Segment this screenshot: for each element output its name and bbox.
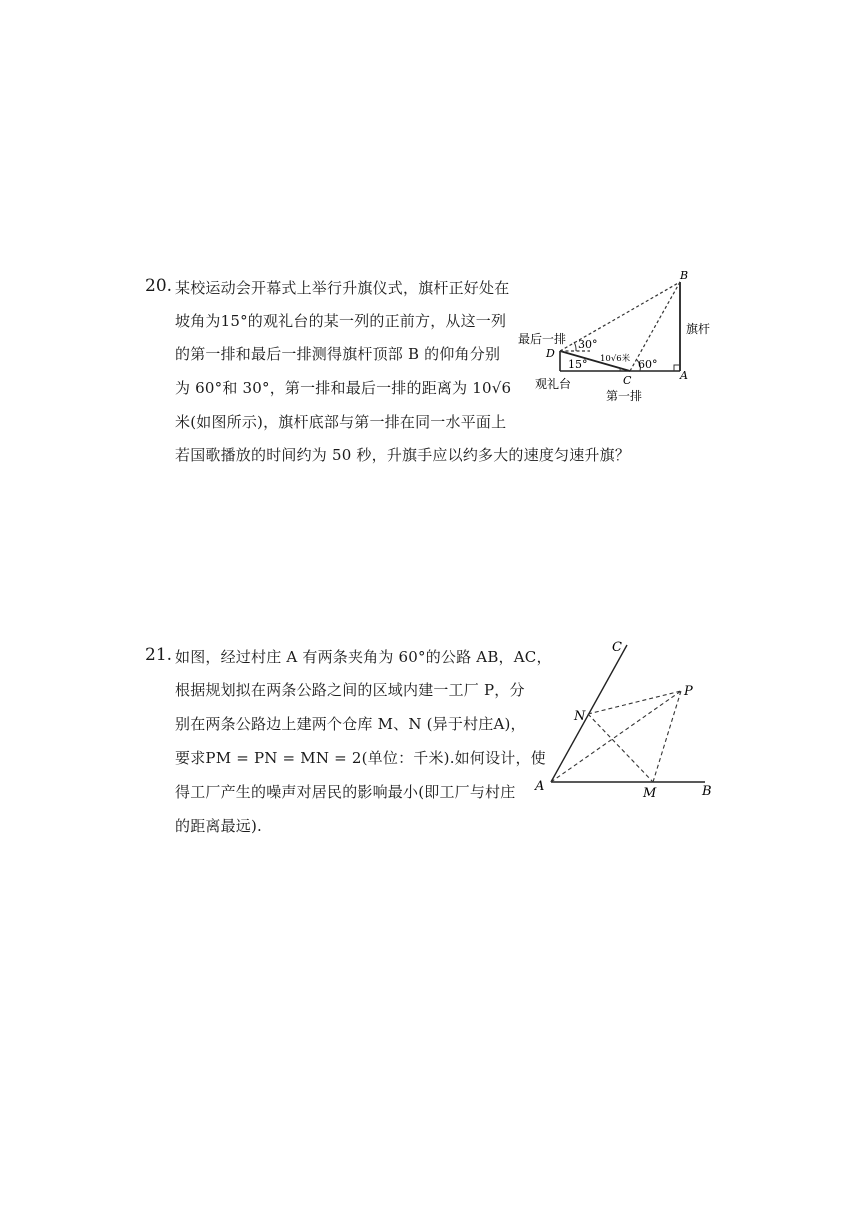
question-number: 21.	[145, 645, 173, 665]
point-label-b: B	[680, 269, 689, 282]
question-text-line: 的距离最远).	[175, 817, 263, 835]
roads-figure	[525, 630, 725, 805]
label-last-row: 最后一排	[518, 332, 567, 346]
point-label-c: C	[623, 374, 632, 387]
question-text-line: 根据规划拟在两条公路之间的区域内建一工厂 P，分	[175, 681, 525, 699]
flagpole-figure	[510, 262, 725, 412]
question-text-line: 某校运动会开幕式上举行升旗仪式，旗杆正好处在	[175, 279, 510, 297]
point-label-n: N	[574, 709, 586, 724]
point-label-a: A	[680, 369, 688, 382]
point-label-d: D	[546, 347, 555, 360]
point-label-c: C	[612, 640, 622, 655]
point-label-p: P	[684, 684, 693, 699]
angle-label-15: 15°	[568, 358, 588, 371]
question-text-line: 米(如图所示)，旗杆底部与第一排在同一水平面上	[175, 413, 507, 431]
question-text-line: 的第一排和最后一排测得旗杆顶部 B 的仰角分别	[175, 345, 501, 363]
segment-ap	[551, 691, 681, 782]
point-label-b: B	[702, 784, 712, 799]
question-text-line: 别在两条公路边上建两个仓库 M、N (异于村庄A)，	[175, 715, 526, 733]
distance-label: 10√6米	[600, 354, 631, 364]
segment-nm	[588, 714, 653, 782]
point-label-m: M	[643, 786, 657, 801]
label-stand: 观礼台	[535, 377, 572, 391]
question-text-line: 要求PM = PN = MN = 2(单位：千米).如何设计，使	[175, 749, 546, 767]
point-label-a: A	[535, 779, 545, 794]
segment-np	[588, 691, 681, 714]
label-first-row: 第一排	[606, 389, 643, 403]
label-flagpole: 旗杆	[686, 322, 711, 336]
question-text-line: 坡角为15°的观礼台的某一列的正前方，从这一列	[175, 312, 507, 330]
question-text-line: 得工厂产生的噪声对居民的影响最小(即工厂与村庄	[175, 783, 516, 801]
question-text-line: 为 60°和 30°，第一排和最后一排的距离为 10√6	[175, 379, 512, 397]
angle-label-60: 60°	[638, 358, 658, 371]
segment-mp	[653, 691, 681, 782]
angle-label-30: 30°	[578, 338, 598, 351]
angle-arc-30	[574, 342, 576, 351]
question-number: 20.	[145, 276, 173, 296]
question-text-line: 若国歌播放的时间约为 50 秒，升旗手应以约多大的速度匀速升旗？	[175, 446, 631, 464]
question-text-line: 如图，经过村庄 A 有两条夹角为 60°的公路 AB，AC，	[175, 648, 552, 666]
